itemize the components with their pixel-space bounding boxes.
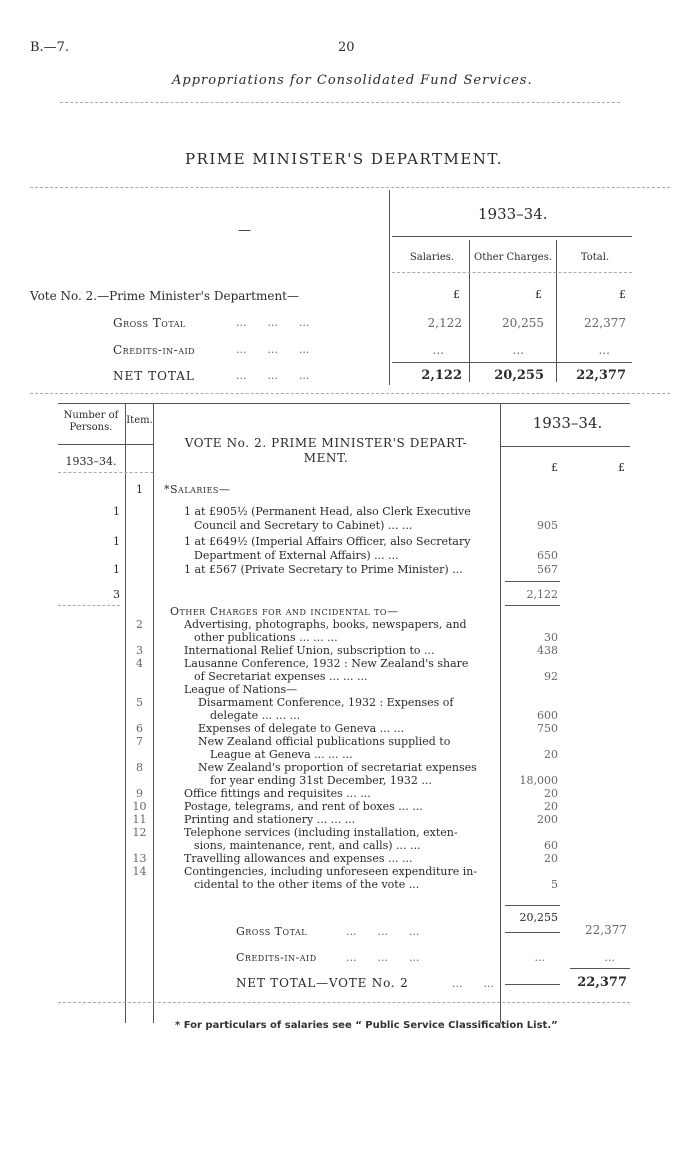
- charge-amount: 92: [544, 670, 558, 683]
- charge-description: League of Nations—: [184, 683, 298, 696]
- salaries-total: 2,122: [526, 588, 558, 601]
- charge-description: Telephone services (including installation, exten-: [184, 826, 458, 839]
- summary-credits-other: ...: [512, 343, 524, 357]
- vote-title: VOTE No. 2. PRIME MINISTER'S DEPART-: [184, 436, 468, 450]
- leader-dots: ... ... ...: [236, 316, 310, 329]
- divider: [60, 102, 620, 103]
- charge-description: Office fittings and requisites ... ...: [184, 787, 371, 800]
- salary-description-cont: Department of External Affairs) ... ...: [194, 549, 399, 562]
- currency-symbol: £: [453, 288, 460, 301]
- charge-description-cont: League at Geneva ... ... ...: [210, 748, 353, 761]
- page-number: 20: [338, 40, 355, 55]
- charge-description: Expenses of delegate to Geneva ... ...: [198, 722, 405, 735]
- net-total-amount: 22,377: [577, 975, 627, 990]
- item-number: 7: [136, 735, 143, 748]
- charge-amount: 20: [544, 852, 558, 865]
- summary-credits-salaries: ...: [432, 343, 444, 357]
- summary-gross-label: Gross Total: [113, 316, 186, 330]
- currency-symbol: £: [551, 461, 558, 474]
- charge-amount: 438: [537, 644, 558, 657]
- summary-net-other: 20,255: [494, 368, 544, 383]
- item-number: 12: [132, 826, 147, 839]
- col-header-total: Total.: [580, 252, 610, 263]
- gross-total-label: Gross Total: [236, 925, 308, 938]
- charge-description: Disarmament Conference, 1932 : Expenses of: [198, 696, 454, 709]
- charge-description-cont: sions, maintenance, rent, and calls) ... ...: [194, 839, 421, 852]
- charge-description: New Zealand official publications supplied to: [198, 735, 451, 748]
- rule: [505, 581, 560, 582]
- salary-amount: 650: [537, 549, 558, 562]
- vote-title-cont: MENT.: [303, 451, 349, 465]
- charge-amount: 20: [544, 800, 558, 813]
- other-charges-heading: Other Charges for and incidental to—: [170, 605, 399, 618]
- salary-description: 1 at £905½ (Permanent Head, also Clerk Executive: [184, 505, 471, 518]
- charge-description: Contingencies, including unforeseen expenditure in-: [184, 865, 478, 878]
- summary-credits-total: ...: [598, 343, 610, 357]
- leader-dots: ... ...: [452, 977, 494, 990]
- summary-gross-total: 22,377: [584, 316, 626, 330]
- item-number: 2: [136, 618, 143, 631]
- charge-description-cont: cidental to the other items of the vote ...: [194, 878, 420, 891]
- table-rule: [556, 240, 557, 382]
- summary-credits-label: Credits-in-aid: [113, 343, 196, 357]
- charge-description: Advertising, photographs, books, newspapers, and: [184, 618, 467, 631]
- item-number: 14: [132, 865, 147, 878]
- leader-dots: ... ... ...: [236, 343, 310, 356]
- charge-description-cont: for year ending 31st December, 1932 ...: [210, 774, 432, 787]
- charge-description-cont: delegate ... ... ...: [210, 709, 301, 722]
- charge-description-cont: other publications ... ... ...: [194, 631, 338, 644]
- salary-persons: 1: [113, 563, 120, 576]
- summary-net-salaries: 2,122: [421, 368, 462, 383]
- salary-description-cont: Council and Secretary to Cabinet) ... ...: [194, 519, 413, 532]
- vote-label: Vote No. 2.—Prime Minister's Department—: [30, 289, 299, 303]
- rule: [392, 362, 632, 363]
- salaries-persons-total: 3: [113, 588, 120, 601]
- table-rule: [125, 403, 126, 1023]
- item-number: 3: [136, 644, 143, 657]
- currency-symbol: £: [618, 461, 625, 474]
- salary-description: 1 at £649½ (Imperial Affairs Officer, also Secretary: [184, 535, 471, 548]
- item-number: 11: [132, 813, 147, 826]
- charge-description: Travelling allowances and expenses ... ...: [184, 852, 413, 865]
- footnote: * For particulars of salaries see “ Public Service Classification List.”: [175, 1020, 558, 1031]
- other-charges-total: 20,255: [519, 911, 558, 924]
- col-header-number-of-persons: Number of Persons.: [63, 410, 119, 433]
- leader-dots: ... ... ...: [236, 369, 310, 382]
- divider: [30, 393, 670, 394]
- table-rule: [153, 403, 154, 1023]
- item-number: 5: [136, 696, 143, 709]
- rule: [505, 932, 560, 933]
- summary-gross-salaries: 2,122: [427, 316, 462, 330]
- salary-persons: 1: [113, 535, 120, 548]
- col-header-other-charges: Other Charges.: [474, 252, 552, 263]
- credits-in-aid-label: Credits-in-aid: [236, 951, 317, 964]
- col-header-item: Item.: [126, 415, 153, 426]
- charge-amount: 5: [551, 878, 558, 891]
- table-rule: [389, 190, 390, 385]
- divider: [30, 187, 670, 188]
- item-number: 4: [136, 657, 143, 670]
- rule: [58, 403, 630, 404]
- item-number: 9: [136, 787, 143, 800]
- divider: [58, 605, 120, 606]
- net-total-label: NET TOTAL—VOTE No. 2: [236, 976, 409, 990]
- summary-dash: —: [238, 223, 251, 238]
- persons-year: 1933–34.: [65, 455, 117, 468]
- leader-dots: ... ... ...: [346, 925, 420, 938]
- summary-net-total: 22,377: [576, 368, 626, 383]
- item-number: 8: [136, 761, 143, 774]
- leader-dots: ... ... ...: [346, 951, 420, 964]
- summary-net-label: NET TOTAL: [113, 369, 195, 383]
- charge-description-cont: of Secretariat expenses ... ... ...: [194, 670, 368, 683]
- salaries-heading: *Salaries—: [164, 483, 231, 496]
- charge-description: Printing and stationery ... ... ...: [184, 813, 356, 826]
- currency-symbol: £: [535, 288, 542, 301]
- salary-amount: 567: [537, 563, 558, 576]
- charge-amount: 200: [537, 813, 558, 826]
- credits-in-aid-total: ...: [604, 951, 615, 964]
- charge-amount: 20: [544, 787, 558, 800]
- rule: [392, 236, 632, 237]
- summary-gross-other: 20,255: [502, 316, 544, 330]
- charge-description: International Relief Union, subscription to ...: [184, 644, 435, 657]
- currency-symbol: £: [619, 288, 626, 301]
- item-number: 6: [136, 722, 143, 735]
- rule: [505, 984, 560, 985]
- rule: [500, 446, 630, 447]
- salary-persons: 1: [113, 505, 120, 518]
- rule: [505, 905, 560, 906]
- charge-amount: 30: [544, 631, 558, 644]
- department-title: PRIME MINISTER'S DEPARTMENT.: [185, 150, 503, 168]
- rule: [570, 968, 630, 969]
- table-rule: [469, 240, 470, 382]
- rule: [505, 605, 560, 606]
- charge-amount: 18,000: [519, 774, 558, 787]
- item-number: 10: [132, 800, 147, 813]
- col-header-salaries: Salaries.: [409, 252, 455, 263]
- charge-amount: 750: [537, 722, 558, 735]
- charge-description: New Zealand's proportion of secretariat expenses: [198, 761, 477, 774]
- charge-amount: 600: [537, 709, 558, 722]
- charge-amount: 60: [544, 839, 558, 852]
- gross-total-amount: 22,377: [585, 923, 627, 937]
- salary-description: 1 at £567 (Private Secretary to Prime Minister) ...: [184, 563, 463, 576]
- divider: [392, 272, 632, 273]
- page-subtitle: Appropriations for Consolidated Fund Services.: [172, 73, 533, 88]
- detail-year: 1933–34.: [532, 414, 603, 432]
- salaries-item-number: 1: [136, 483, 143, 496]
- charge-description: Postage, telegrams, and rent of boxes ... ...: [184, 800, 423, 813]
- divider: [58, 1002, 630, 1003]
- charge-amount: 20: [544, 748, 558, 761]
- item-number: 13: [132, 852, 147, 865]
- charge-description: Lausanne Conference, 1932 : New Zealand's share: [184, 657, 469, 670]
- credits-in-aid-amount: ...: [534, 951, 545, 964]
- summary-year: 1933–34.: [478, 205, 548, 223]
- rule: [58, 444, 153, 445]
- report-reference: B.—7.: [30, 40, 70, 55]
- divider: [58, 472, 153, 473]
- salary-amount: 905: [537, 519, 558, 532]
- table-rule: [500, 403, 501, 1023]
